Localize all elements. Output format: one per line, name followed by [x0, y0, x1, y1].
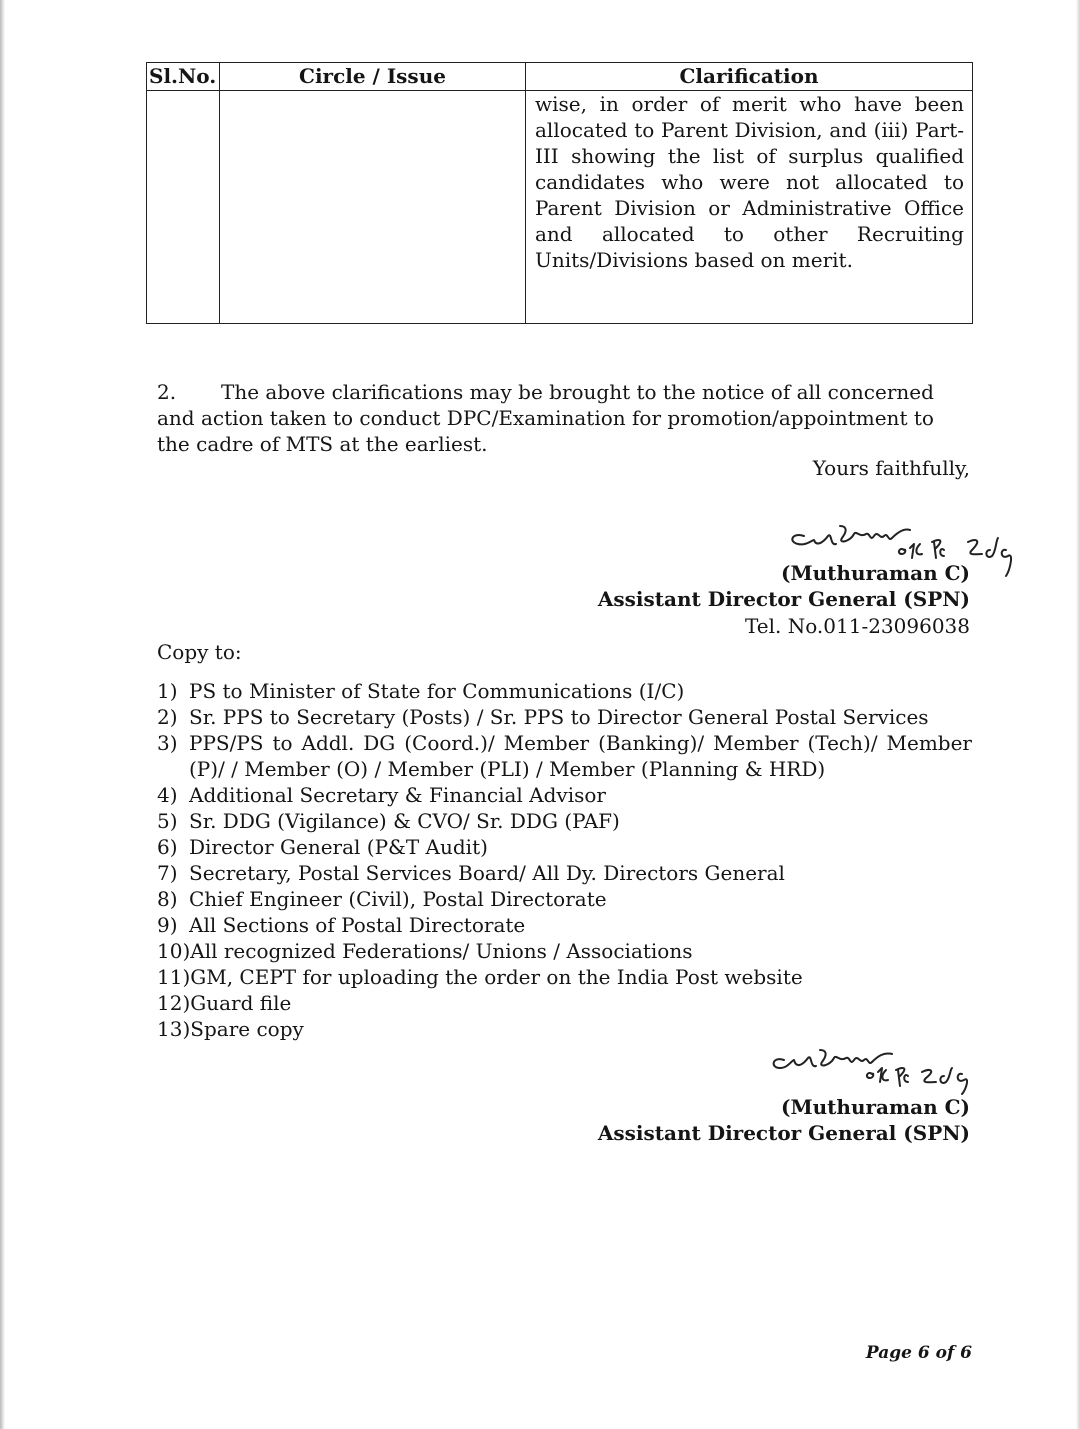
header-circle-issue: Circle / Issue — [220, 63, 526, 91]
paragraph-number: 2. — [157, 380, 177, 404]
signatory-2-designation: Assistant Director General (SPN) — [597, 1121, 970, 1145]
paragraph-text: The above clarifications may be brought to the notice of all concerned and action taken to conduct DPC/Examination for promotion/appointment to the cadre of MTS at the earliest. — [157, 380, 934, 456]
list-item: 1) PS to Minister of State for Communications (I/C) — [157, 679, 685, 703]
list-item: 6) Director General (P&T Audit) — [157, 835, 488, 859]
telephone-number: Tel. No.011-23096038 — [744, 614, 970, 638]
cell-circle-issue — [220, 91, 526, 324]
page-right-edge — [1076, 0, 1080, 1429]
table-row — [147, 91, 973, 324]
signatory-2-name: (Muthuraman C) — [781, 1095, 970, 1119]
list-item: 11) GM, CEPT for uploading the order on the India Post website — [157, 965, 803, 989]
list-item: 9) All Sections of Postal Directorate — [157, 913, 526, 937]
list-item: 12) Guard file — [157, 991, 292, 1015]
page-number: Page 6 of 6 — [865, 1343, 972, 1363]
page-left-edge — [0, 0, 5, 1429]
header-sl-no: Sl.No. — [147, 63, 220, 91]
handwritten-signature-2 — [768, 1046, 988, 1096]
list-item: 13) Spare copy — [157, 1017, 304, 1041]
cell-clarification: wise, in order of merit who have been allocated to Parent Division, and (iii) Part-III showing the list of surplus qualified candidates who were not allocated to Parent Division or Administrative Office and allocated to other Recruiting Units/Divisions based on merit. — [526, 91, 973, 324]
list-item: 10) All recognized Federations/ Unions / Associations — [157, 939, 693, 963]
signatory-2 — [598, 1094, 970, 1146]
signatory-1-name: (Muthuraman C) — [781, 561, 970, 585]
table-header-row — [147, 63, 973, 91]
list-item: 3) PPS/PS to Addl. DG (Coord.)/ Member (Banking)/ Member (Tech)/ Member (P)/ / Member (O) / Member (PLI) / Member (Planning & HRD) — [157, 731, 972, 781]
list-item: 4) Additional Secretary & Financial Advisor — [157, 783, 606, 807]
signatory-1 — [598, 560, 970, 612]
list-item: 5) Sr. DDG (Vigilance) & CVO/ Sr. DDG (PAF) — [157, 809, 620, 833]
cell-sl-no — [147, 91, 220, 324]
list-item: 7) Secretary, Postal Services Board/ All Dy. Directors General — [157, 861, 785, 885]
signatory-1-designation: Assistant Director General (SPN) — [597, 587, 970, 611]
list-item: 2) Sr. PPS to Secretary (Posts) / Sr. PPS to Director General Postal Services — [157, 705, 929, 729]
copy-to-heading: Copy to: — [157, 640, 242, 664]
paragraph-2 — [157, 379, 967, 457]
copy-to-list — [157, 678, 972, 1042]
list-item: 8) Chief Engineer (Civil), Postal Directorate — [157, 887, 607, 911]
closing-salutation: Yours faithfully, — [812, 456, 970, 480]
clarification-table — [146, 62, 973, 324]
header-clarification: Clarification — [526, 63, 973, 91]
